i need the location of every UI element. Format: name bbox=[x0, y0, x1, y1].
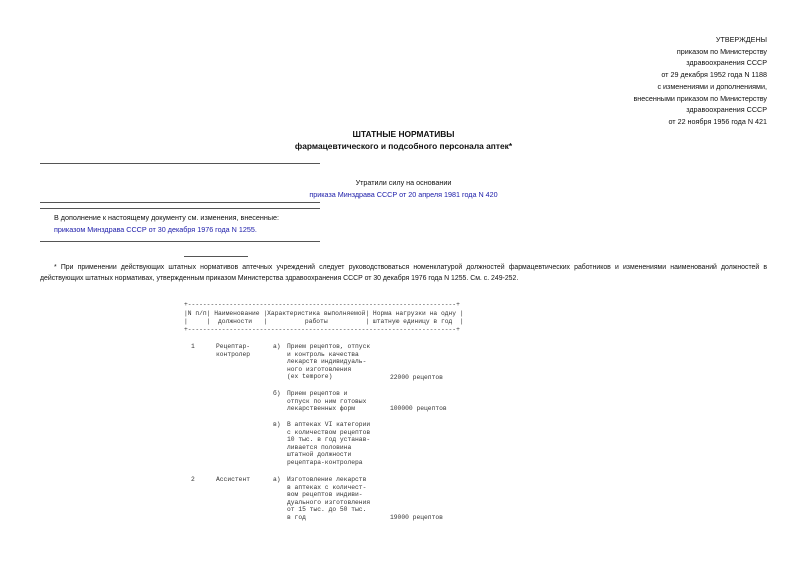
document-title bbox=[0, 128, 807, 152]
approval-line: внесенными приказом по Министерству bbox=[633, 93, 767, 103]
item-letter: а) bbox=[273, 476, 281, 483]
lost-force-link[interactable]: приказа Минздрава СССР от 20 апреля 1981 года N 420 bbox=[309, 189, 498, 199]
lost-force-note bbox=[0, 177, 807, 200]
item-description: Прием рецептов и отпуск по ним готовых лекарственных форм bbox=[287, 390, 367, 413]
table-border-mid: +-----------------------------------------------------------------------+ bbox=[184, 326, 460, 333]
title-line-1: ШТАТНЫЕ НОРМАТИВЫ bbox=[352, 129, 455, 139]
addition-link[interactable]: приказом Минздрава СССР от 30 декабря 1976 года N 1255. bbox=[54, 225, 257, 234]
addition-text: В дополнение к настоящему документу см. изменения, внесенные: bbox=[54, 213, 279, 222]
item-norm: 100000 рецептов bbox=[390, 405, 447, 412]
divider bbox=[40, 202, 320, 203]
item-norm: 22000 рецептов bbox=[390, 374, 443, 381]
approval-line: УТВЕРЖДЕНЫ bbox=[715, 35, 767, 44]
item-letter: в) bbox=[273, 421, 281, 428]
item-letter: а) bbox=[273, 343, 281, 350]
divider bbox=[40, 163, 320, 164]
approval-block bbox=[633, 34, 767, 128]
approval-line: с изменениями и дополнениями, bbox=[657, 81, 767, 91]
approval-line: от 22 ноября 1956 года N 421 bbox=[668, 116, 767, 126]
approval-line: здравоохранения СССР bbox=[686, 105, 767, 115]
item-description: Прием рецептов, отпуск и контроль качества лекарств индивидуаль- ного изготовления (ex tempore) bbox=[287, 343, 371, 381]
table-header-row-2: | | должности | работы | штатную единицу в год | bbox=[184, 318, 464, 325]
addition-note bbox=[54, 212, 279, 236]
row-position: Ассистент bbox=[216, 476, 251, 483]
approval-line: здравоохранения СССР bbox=[686, 58, 767, 68]
item-description: В аптеках VI категории с количеством рецептов 10 тыс. в год устанав- ливается половина штатной должности рецептара-контролера bbox=[287, 421, 371, 466]
title-line-2: фармацевтического и подсобного персонала аптек* bbox=[294, 141, 513, 151]
row-number: 1 bbox=[191, 343, 195, 350]
table-header-row-1: |N п/п| Наименование |Характеристика выполняемой| Норма нагрузки на одну | bbox=[184, 310, 464, 317]
footnote: * При применении действующих штатных нормативов аптечных учреждений следует руководствоваться номенклатурой должностей фармацевтических работников и изменениями наименований должностей в действующих штатных нормативах, утвержденным приказом Министерства здравоохранения СССР от 30 декабря 1976 года N 1255. См. с. 249-252. bbox=[40, 264, 767, 282]
row-position: Рецептар- контролер bbox=[216, 343, 251, 358]
item-letter: б) bbox=[273, 390, 281, 397]
approval-line: приказом по Министерству bbox=[676, 46, 767, 56]
footnote-divider bbox=[184, 256, 248, 257]
item-description: Изготовление лекарств в аптеках с количест- вом рецептов индиви- дуального изготовления от 15 тыс. до 50 тыс. в год bbox=[287, 476, 371, 521]
row-number: 2 bbox=[191, 476, 195, 483]
divider bbox=[40, 241, 320, 242]
item-norm: 19000 рецептов bbox=[390, 514, 443, 521]
approval-line: от 29 декабря 1952 года N 1188 bbox=[661, 70, 767, 80]
table-border-top: +-----------------------------------------------------------------------+ bbox=[184, 301, 460, 308]
divider bbox=[40, 208, 320, 209]
lost-force-text: Утратили силу на основании bbox=[355, 178, 452, 187]
